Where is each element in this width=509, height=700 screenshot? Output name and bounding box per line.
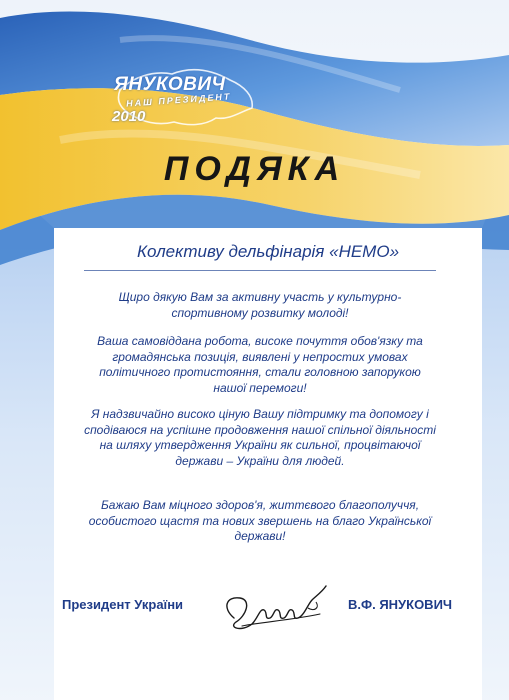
signatory-name: В.Ф. ЯНУКОВИЧ — [348, 597, 453, 612]
recipient-line: Колективу дельфінарія «НЕМО» — [136, 242, 400, 261]
logo-name: ЯНУКОВИЧ — [114, 74, 226, 95]
divider — [84, 270, 436, 271]
logo-year: 2010 — [112, 108, 146, 125]
logo-subtitle: НАШ ПРЕЗИДЕНТ — [125, 91, 232, 109]
signatory-title: Президент України — [62, 597, 184, 612]
paragraph: Ваша самовіддана робота, високе почуття обов'язку та громадянська позиція, виявлені у непростих умовах політичного протистояння, стали головною запорукою нашої перемоги! — [97, 334, 423, 395]
paragraph: Я надзвичайно високо ціную Вашу підтримку та допомогу і сподіваюся на успішне продовження нашої спільної діяльності на шляху утвердження України як сильної, процвітаючої держави – України для людей. — [84, 407, 436, 468]
document-title: ПОДЯКА — [163, 150, 346, 188]
paragraph: Щиро дякую Вам за активну участь у культурно-спортивному розвитку молоді! — [118, 290, 402, 320]
handwritten-signature — [212, 578, 338, 636]
paragraph: Бажаю Вам міцного здоров'я, життєвого благополуччя, особистого щастя та нових звершень на благо Української держави! — [88, 498, 432, 543]
logo — [112, 60, 262, 138]
